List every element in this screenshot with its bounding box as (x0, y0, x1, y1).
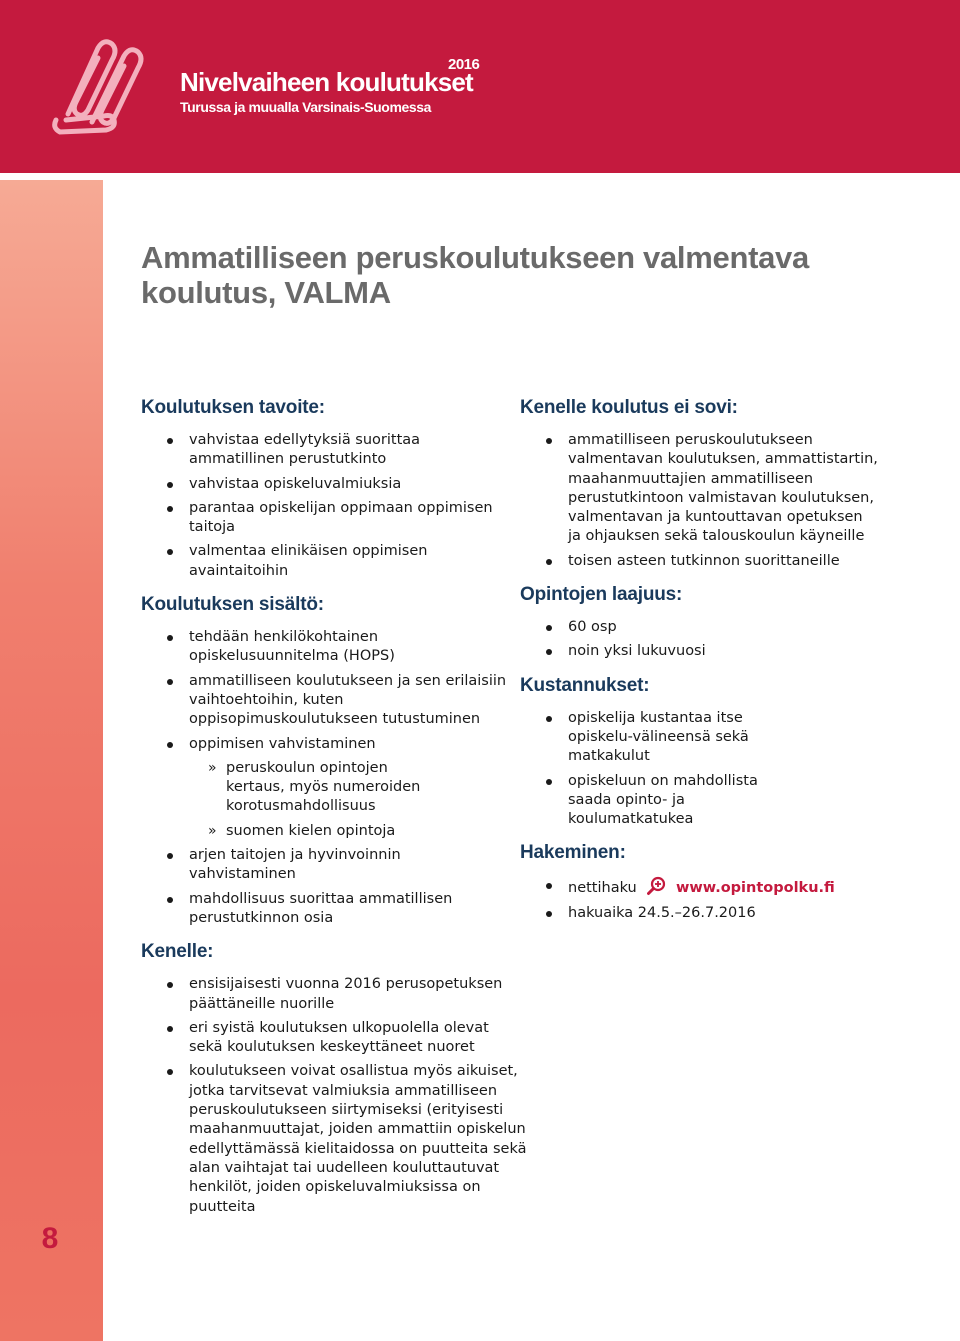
list-item: noin yksi lukuvuosi (568, 642, 940, 661)
list-item: vahvistaa opiskeluvalmiuksia (189, 475, 511, 494)
section-kustannukset (520, 674, 940, 830)
list-item: tehdään henkilökohtainen opiskelusuunnitelma (HOPS) (189, 628, 511, 667)
side-stripe (0, 180, 103, 1341)
header-subtitle: Turussa ja muualla Varsinais-Suomessa (180, 99, 432, 115)
section-kenelle (141, 940, 527, 1217)
section-hakeminen (520, 841, 940, 923)
page-number: 8 (41, 1222, 59, 1255)
header-title: Nivelvaiheen koulutukset (180, 67, 473, 97)
section-tavoite (141, 396, 511, 581)
sub-list-item: » peruskoulun opintojen kertaus, myös numeroiden korotusmahdollisuus (226, 759, 436, 817)
paperclip-icon (48, 36, 158, 136)
header-year: 2016 (448, 56, 480, 73)
heading-kustannukset: Kustannukset: (520, 674, 650, 696)
nettihaku-label: nettihaku (568, 880, 637, 897)
right-column (520, 396, 940, 935)
page-header (0, 0, 960, 173)
list-item: vahvistaa edellytyksiä suorittaa ammatillinen perustutkinto (189, 431, 511, 470)
list-item: ammatilliseen peruskoulutukseen valmentavan koulutuksen, ammattistartin, maahanmuuttajien ammatilliseen perustutkintoon valmistavan koulutuksen, valmentavan ja kuntouttavan opetuksen ja ohjauksen sekä talouskoulun käyneille (568, 431, 880, 547)
list-item (189, 735, 511, 841)
list-item-text: oppimisen vahvistaminen (189, 735, 376, 752)
list-item: eri syistä koulutuksen ulkopuolella olevat sekä koulutuksen keskeyttäneet nuoret (189, 1019, 511, 1058)
list-item: hakuaika 24.5.–26.7.2016 (568, 904, 940, 923)
list-item: 60 osp (568, 618, 940, 637)
opintopolku-link[interactable]: www.opintopolku.fi (675, 880, 835, 897)
section-sisalto (141, 593, 511, 928)
section-laajuus (520, 583, 940, 662)
list-item: opiskeluun on mahdollista saada opinto- ja koulumatkatukea (568, 772, 800, 830)
heading-hakeminen: Hakeminen: (520, 842, 626, 864)
list-item (568, 876, 940, 898)
left-column (141, 396, 527, 1229)
sub-list-item: » suomen kielen opintoja (226, 822, 511, 841)
heading-sisalto: Koulutuksen sisältö: (141, 594, 324, 616)
section-ei-sovi (520, 396, 940, 571)
list-item: parantaa opiskelijan oppimaan oppimisen taitoja (189, 499, 511, 538)
list-item: mahdollisuus suorittaa ammatillisen perustutkinnon osia (189, 890, 511, 929)
list-item: opiskelija kustantaa itse opiskelu-välineensä sekä matkakulut (568, 709, 800, 767)
magnifier-plus-icon (647, 876, 667, 896)
list-item: toisen asteen tutkinnon suorittaneille (568, 552, 880, 571)
page-title: Ammatilliseen peruskoulutukseen valmentava koulutus, VALMA (141, 240, 809, 310)
list-item: ensisijaisesti vuonna 2016 perusopetuksen päättäneille nuorille (189, 975, 511, 1014)
heading-kenelle: Kenelle: (141, 941, 214, 963)
list-item: valmentaa elinikäisen oppimisen avaintaitoihin (189, 542, 511, 581)
heading-tavoite: Koulutuksen tavoite: (141, 397, 325, 418)
list-item: ammatilliseen koulutukseen ja sen erilaisiin vaihtoehtoihin, kuten oppisopimuskoulutukseen tutustuminen (189, 672, 521, 730)
heading-laajuus: Opintojen laajuus: (520, 584, 683, 606)
heading-ei-sovi: Kenelle koulutus ei sovi: (520, 397, 738, 418)
list-item: koulutukseen voivat osallistua myös aikuiset, jotka tarvitsevat valmiuksia ammatilliseen peruskoulutukseen siirtymiseksi (erityisesti maahanmuuttajat, joiden ammattiin opiskelun edellyttämässä kielitaidossa on puutteita sekä alan vaihtajat tai uudelleen kouluttautuvat henkilöt, joiden opiskeluvalmiuksissa on puutteita (189, 1062, 531, 1216)
list-item: arjen taitojen ja hyvinvoinnin vahvistaminen (189, 846, 511, 885)
